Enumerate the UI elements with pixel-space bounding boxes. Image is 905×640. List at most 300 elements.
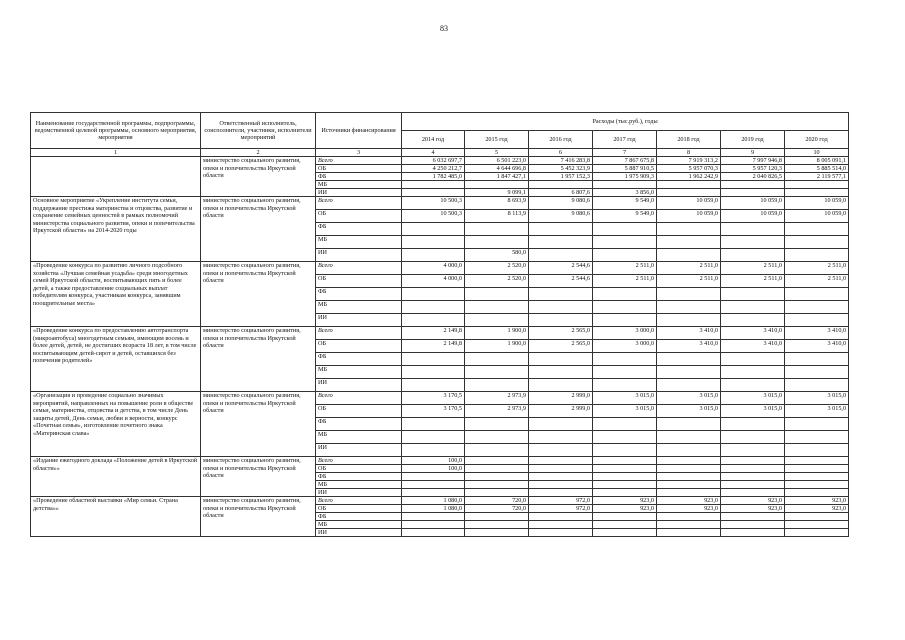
expense-value xyxy=(657,473,721,481)
expense-value xyxy=(657,353,721,366)
expense-value xyxy=(721,481,785,489)
expense-value xyxy=(402,489,465,497)
expense-value xyxy=(721,301,785,314)
expense-value: 923,0 xyxy=(657,497,721,505)
expense-value: 923,0 xyxy=(657,505,721,513)
expense-value xyxy=(657,481,721,489)
funding-source: МБ xyxy=(316,236,402,249)
expense-value: 9 080,6 xyxy=(529,210,593,223)
expense-value: 1 975 909,3 xyxy=(593,173,657,181)
expense-value: 9 549,0 xyxy=(593,210,657,223)
expense-value: 10 059,0 xyxy=(721,210,785,223)
expense-value: 720,0 xyxy=(465,497,529,505)
expense-value xyxy=(721,236,785,249)
expense-value: 4 644 696,8 xyxy=(465,165,529,173)
header-executor: Ответственный исполнитель, соисполнители, участники, исполнители мероприятий xyxy=(201,113,316,149)
header-expenses: Расходы (тыс.руб.), годы xyxy=(402,113,849,131)
expense-value: 2 511,0 xyxy=(721,275,785,288)
expense-value xyxy=(593,236,657,249)
expense-value: 2 511,0 xyxy=(657,275,721,288)
expense-value xyxy=(721,249,785,262)
expense-value: 720,0 xyxy=(465,505,529,513)
funding-source: ФБ xyxy=(316,288,402,301)
column-number: 5 xyxy=(465,149,529,157)
expense-value xyxy=(657,379,721,392)
year-header: 2020 год xyxy=(785,131,849,149)
column-number: 7 xyxy=(593,149,657,157)
expense-value: 6 501 223,0 xyxy=(465,157,529,165)
expense-value xyxy=(657,513,721,521)
expense-value: 3 015,0 xyxy=(593,392,657,405)
expense-value xyxy=(721,181,785,189)
program-name: «Проведение конкурса по предоставлению автотранспорта (микроавтобуса) многодетным семьям, имеющим восемь и более детей, детей, не достигших возраста 18 лет, в том числе воспитывающим детей-сирот и детей, оставшихся без попечения родителей» xyxy=(31,327,201,392)
expense-value: 3 410,0 xyxy=(721,340,785,353)
funding-source: Всего xyxy=(316,497,402,505)
funding-source: ОБ xyxy=(316,165,402,173)
expense-value: 2 999,0 xyxy=(529,392,593,405)
expense-value xyxy=(593,249,657,262)
expense-value: 2 544,6 xyxy=(529,275,593,288)
expense-value: 2 520,0 xyxy=(465,262,529,275)
expense-value xyxy=(402,529,465,537)
funding-source: Всего xyxy=(316,327,402,340)
expense-value: 972,0 xyxy=(529,505,593,513)
column-number: 3 xyxy=(316,149,402,157)
expense-value: 923,0 xyxy=(721,497,785,505)
responsible-executor: министерство социального развития, опеки и попечительства Иркутской области xyxy=(201,262,316,327)
expense-value xyxy=(657,288,721,301)
expense-value: 1 080,0 xyxy=(402,505,465,513)
expense-value xyxy=(402,473,465,481)
table-row xyxy=(31,197,849,210)
expense-value xyxy=(785,444,849,457)
expense-value: 2 511,0 xyxy=(721,262,785,275)
column-number: 1 xyxy=(31,149,201,157)
expense-value xyxy=(593,314,657,327)
expense-value xyxy=(785,189,849,197)
funding-source: ИИ xyxy=(316,249,402,262)
expense-value xyxy=(785,418,849,431)
funding-source: ОБ xyxy=(316,340,402,353)
expense-value xyxy=(593,481,657,489)
funding-source: Всего xyxy=(316,457,402,465)
funding-source: ФБ xyxy=(316,418,402,431)
expense-value xyxy=(402,481,465,489)
expense-value xyxy=(402,513,465,521)
expense-value xyxy=(785,288,849,301)
expense-value xyxy=(785,489,849,497)
expense-value xyxy=(465,181,529,189)
expense-value xyxy=(529,529,593,537)
expense-value: 2 544,6 xyxy=(529,262,593,275)
expense-value xyxy=(465,529,529,537)
expense-value xyxy=(593,379,657,392)
expense-value: 3 170,5 xyxy=(402,405,465,418)
expense-value xyxy=(785,314,849,327)
expense-value xyxy=(465,301,529,314)
funding-source: ОБ xyxy=(316,210,402,223)
expenses-table xyxy=(30,112,849,537)
expense-value: 2 565,0 xyxy=(529,340,593,353)
expense-value xyxy=(465,314,529,327)
expense-value: 8 693,9 xyxy=(465,197,529,210)
expense-value: 2 119 577,1 xyxy=(785,173,849,181)
expense-value xyxy=(529,366,593,379)
program-name: «Проведение конкурса по развитию личного подсобного хозяйства «Лучшая семейная усадьба» среди многодетных семей Иркутской области, воспитывающих пять и более детей, а также предоставление социальных выплат победителям конкурса, участникам конкурса, занявшим поощрительные места» xyxy=(31,262,201,327)
year-header: 2019 год xyxy=(721,131,785,149)
page-number: 83 xyxy=(440,24,448,33)
expense-value xyxy=(593,529,657,537)
expense-value: 3 170,5 xyxy=(402,392,465,405)
expense-value xyxy=(402,521,465,529)
expense-value: 3 015,0 xyxy=(721,392,785,405)
expense-value xyxy=(465,418,529,431)
expense-value xyxy=(593,353,657,366)
expense-value xyxy=(593,366,657,379)
expense-value: 7 416 283,8 xyxy=(529,157,593,165)
expense-value xyxy=(657,529,721,537)
funding-source: ФБ xyxy=(316,513,402,521)
expense-value: 972,0 xyxy=(529,497,593,505)
program-name: «Проведение областной выставки «Мир семьи. Страна детства»» xyxy=(31,497,201,537)
expense-value xyxy=(529,481,593,489)
responsible-executor: министерство социального развития, опеки и попечительства Иркутской области xyxy=(201,157,316,197)
expense-value xyxy=(465,431,529,444)
expense-value xyxy=(785,249,849,262)
expense-value: 1 900,0 xyxy=(465,327,529,340)
expense-value xyxy=(402,353,465,366)
column-number: 6 xyxy=(529,149,593,157)
funding-source: МБ xyxy=(316,521,402,529)
column-number: 10 xyxy=(785,149,849,157)
expense-value: 923,0 xyxy=(593,497,657,505)
expense-value: 2 511,0 xyxy=(785,262,849,275)
expense-value xyxy=(721,431,785,444)
expense-value xyxy=(402,314,465,327)
expense-value xyxy=(529,301,593,314)
expense-value xyxy=(529,249,593,262)
expense-value xyxy=(721,379,785,392)
expense-value xyxy=(465,353,529,366)
expense-value xyxy=(529,513,593,521)
expense-value xyxy=(593,473,657,481)
expense-value: 1 782 485,0 xyxy=(402,173,465,181)
expense-value xyxy=(529,465,593,473)
expense-value: 2 973,9 xyxy=(465,392,529,405)
funding-source: Всего xyxy=(316,197,402,210)
expense-value xyxy=(465,379,529,392)
expense-value: 10 059,0 xyxy=(657,197,721,210)
expense-value xyxy=(529,223,593,236)
funding-source: Всего xyxy=(316,262,402,275)
expense-value: 3 410,0 xyxy=(785,327,849,340)
expense-value xyxy=(465,223,529,236)
expense-value xyxy=(402,379,465,392)
expense-value xyxy=(785,379,849,392)
expense-value: 923,0 xyxy=(721,505,785,513)
table-body xyxy=(31,157,849,537)
expense-value xyxy=(657,236,721,249)
expense-value: 5 885 514,0 xyxy=(785,165,849,173)
expense-value xyxy=(785,481,849,489)
expense-value xyxy=(402,181,465,189)
expense-value xyxy=(721,457,785,465)
column-number: 9 xyxy=(721,149,785,157)
expense-value xyxy=(721,489,785,497)
expense-value xyxy=(465,366,529,379)
expense-value: 3 015,0 xyxy=(721,405,785,418)
expense-value: 1 080,0 xyxy=(402,497,465,505)
table-row xyxy=(31,262,849,275)
funding-source: ОБ xyxy=(316,505,402,513)
expense-value xyxy=(529,489,593,497)
expense-value: 3 000,0 xyxy=(593,327,657,340)
expense-value xyxy=(721,189,785,197)
column-number: 8 xyxy=(657,149,721,157)
expense-value xyxy=(465,457,529,465)
expense-value: 3 015,0 xyxy=(657,405,721,418)
expense-value: 3 015,0 xyxy=(785,405,849,418)
expense-value xyxy=(402,249,465,262)
expense-value: 923,0 xyxy=(785,505,849,513)
program-name: «Издание ежегодного доклада «Положение детей в Иркутской области»» xyxy=(31,457,201,497)
table-row xyxy=(31,327,849,340)
expense-value xyxy=(593,418,657,431)
expense-value xyxy=(593,513,657,521)
funding-source: ИИ xyxy=(316,189,402,197)
expense-value xyxy=(657,431,721,444)
expense-value: 3 015,0 xyxy=(785,392,849,405)
expense-value: 2 973,9 xyxy=(465,405,529,418)
header-program: Наименование государственной программы, подпрограммы, ведомственной целевой программы, основного мероприятия, мероприятия xyxy=(31,113,201,149)
funding-source: Всего xyxy=(316,157,402,165)
funding-source: ОБ xyxy=(316,275,402,288)
expense-value xyxy=(785,181,849,189)
expense-value xyxy=(593,301,657,314)
expense-value xyxy=(529,457,593,465)
expense-value xyxy=(465,465,529,473)
funding-source: МБ xyxy=(316,481,402,489)
expense-value xyxy=(529,521,593,529)
expense-value: 2 511,0 xyxy=(785,275,849,288)
expense-value xyxy=(402,431,465,444)
expense-value: 3 015,0 xyxy=(593,405,657,418)
funding-source: МБ xyxy=(316,301,402,314)
expense-value xyxy=(529,353,593,366)
funding-source: ИИ xyxy=(316,379,402,392)
expense-value: 2 511,0 xyxy=(657,262,721,275)
expense-value xyxy=(593,181,657,189)
expense-value xyxy=(402,418,465,431)
expense-value: 1 957 152,3 xyxy=(529,173,593,181)
expense-value xyxy=(529,379,593,392)
expense-value: 4 000,0 xyxy=(402,262,465,275)
expense-value: 3 856,0 xyxy=(593,189,657,197)
expense-value xyxy=(721,314,785,327)
header-source: Источники финансирования xyxy=(316,113,402,149)
expense-value xyxy=(402,301,465,314)
expense-value: 7 867 675,8 xyxy=(593,157,657,165)
year-header: 2015 год xyxy=(465,131,529,149)
expense-value xyxy=(402,236,465,249)
expense-value: 10 059,0 xyxy=(657,210,721,223)
expense-value xyxy=(721,353,785,366)
expense-value xyxy=(721,418,785,431)
expense-value: 5 957 070,3 xyxy=(657,165,721,173)
column-number: 4 xyxy=(402,149,465,157)
expense-value: 3 015,0 xyxy=(657,392,721,405)
expense-value: 9 099,1 xyxy=(465,189,529,197)
expense-value xyxy=(593,521,657,529)
expense-value: 1 847 427,1 xyxy=(465,173,529,181)
expense-value: 5 887 910,5 xyxy=(593,165,657,173)
table-row xyxy=(31,157,849,165)
expense-value xyxy=(402,366,465,379)
expense-value xyxy=(657,418,721,431)
expense-value xyxy=(402,288,465,301)
expense-value: 10 059,0 xyxy=(721,197,785,210)
expense-value xyxy=(529,473,593,481)
expense-value xyxy=(529,288,593,301)
expense-value xyxy=(465,288,529,301)
responsible-executor: министерство социального развития, опеки и попечительства Иркутской области xyxy=(201,392,316,457)
expense-value xyxy=(465,236,529,249)
funding-source: ФБ xyxy=(316,353,402,366)
expense-value xyxy=(593,431,657,444)
expense-value: 10 500,3 xyxy=(402,197,465,210)
expense-value xyxy=(785,236,849,249)
expense-value xyxy=(529,418,593,431)
expense-value xyxy=(785,529,849,537)
expense-value: 3 410,0 xyxy=(657,327,721,340)
table-row xyxy=(31,497,849,505)
expense-value xyxy=(402,189,465,197)
funding-source: ОБ xyxy=(316,465,402,473)
expense-value: 8 113,9 xyxy=(465,210,529,223)
program-name: Основное мероприятие «Укрепление института семьи, поддержание престижа материнства и отцовства, развитие и сохранение семейных ценностей в рамках полномочий министерства социального развития, опеки и попечительства Иркутской области» на 2014-2020 годы xyxy=(31,197,201,262)
column-number: 2 xyxy=(201,149,316,157)
expense-value xyxy=(785,223,849,236)
expense-value: 2 511,0 xyxy=(593,275,657,288)
funding-source: ФБ xyxy=(316,173,402,181)
expense-value: 4 250 212,7 xyxy=(402,165,465,173)
expense-value xyxy=(721,366,785,379)
expense-value: 3 410,0 xyxy=(785,340,849,353)
expense-value xyxy=(657,314,721,327)
funding-source: ОБ xyxy=(316,405,402,418)
responsible-executor: министерство социального развития, опеки и попечительства Иркутской области xyxy=(201,327,316,392)
expense-value xyxy=(593,489,657,497)
expense-value: 5 452 323,9 xyxy=(529,165,593,173)
expense-value: 2 565,0 xyxy=(529,327,593,340)
expense-value: 10 500,3 xyxy=(402,210,465,223)
expense-value xyxy=(785,457,849,465)
expense-value xyxy=(785,473,849,481)
expense-value xyxy=(465,521,529,529)
funding-source: ФБ xyxy=(316,223,402,236)
responsible-executor: министерство социального развития, опеки и попечительства Иркутской области xyxy=(201,457,316,497)
expense-value xyxy=(593,288,657,301)
expense-value xyxy=(529,314,593,327)
expense-value xyxy=(657,223,721,236)
expense-value: 100,0 xyxy=(402,457,465,465)
expense-value xyxy=(402,223,465,236)
year-header: 2017 год xyxy=(593,131,657,149)
expense-value xyxy=(785,431,849,444)
expense-value: 4 000,0 xyxy=(402,275,465,288)
expense-value: 2 520,0 xyxy=(465,275,529,288)
expense-value xyxy=(593,457,657,465)
expense-value: 2 149,8 xyxy=(402,327,465,340)
expense-value: 1 900,0 xyxy=(465,340,529,353)
expense-value xyxy=(657,444,721,457)
expense-value xyxy=(657,465,721,473)
expense-value: 7 997 946,8 xyxy=(721,157,785,165)
expense-value: 580,0 xyxy=(465,249,529,262)
expense-value xyxy=(721,513,785,521)
expense-value xyxy=(657,181,721,189)
expense-value xyxy=(721,223,785,236)
responsible-executor: министерство социального развития, опеки и попечительства Иркутской области xyxy=(201,197,316,262)
expense-value: 9 080,6 xyxy=(529,197,593,210)
expense-value xyxy=(785,353,849,366)
expense-value xyxy=(465,489,529,497)
funding-source: ИИ xyxy=(316,314,402,327)
expense-value xyxy=(465,513,529,521)
table-row xyxy=(31,392,849,405)
expense-value xyxy=(721,521,785,529)
year-header: 2018 год xyxy=(657,131,721,149)
expense-value xyxy=(529,236,593,249)
expense-value: 1 962 242,9 xyxy=(657,173,721,181)
funding-source: ИИ xyxy=(316,489,402,497)
expense-value: 923,0 xyxy=(785,497,849,505)
expense-value xyxy=(785,301,849,314)
expense-value xyxy=(465,473,529,481)
expense-value: 8 005 091,1 xyxy=(785,157,849,165)
expense-value xyxy=(657,366,721,379)
expense-value: 3 000,0 xyxy=(593,340,657,353)
expense-value xyxy=(657,249,721,262)
funding-source: Всего xyxy=(316,392,402,405)
expense-value xyxy=(721,473,785,481)
program-name xyxy=(31,157,201,197)
expense-value: 923,0 xyxy=(593,505,657,513)
year-header: 2014 год xyxy=(402,131,465,149)
year-header: 2016 год xyxy=(529,131,593,149)
expense-value xyxy=(785,366,849,379)
expense-value xyxy=(593,444,657,457)
expense-value: 2 040 826,5 xyxy=(721,173,785,181)
expense-value xyxy=(721,444,785,457)
funding-source: МБ xyxy=(316,181,402,189)
expense-value: 2 511,0 xyxy=(593,262,657,275)
expense-value xyxy=(465,444,529,457)
expense-value: 10 059,0 xyxy=(785,210,849,223)
expense-value xyxy=(529,431,593,444)
expense-value xyxy=(657,521,721,529)
expense-value xyxy=(785,513,849,521)
expense-value: 6 032 697,7 xyxy=(402,157,465,165)
expense-value: 2 149,8 xyxy=(402,340,465,353)
expense-value xyxy=(785,465,849,473)
program-name: «Организация и проведение социально значимых мероприятий, направленных на повышение роли в обществе семьи, материнства, отцовства и детства, в том числе День защиты детей, День семьи, любви и верности, конкурс «Почетная семья», изготовление почетного знака «Материнская слава» xyxy=(31,392,201,457)
expense-value xyxy=(593,465,657,473)
funding-source: МБ xyxy=(316,431,402,444)
expense-value xyxy=(721,288,785,301)
table-row xyxy=(31,457,849,465)
expense-value xyxy=(657,189,721,197)
